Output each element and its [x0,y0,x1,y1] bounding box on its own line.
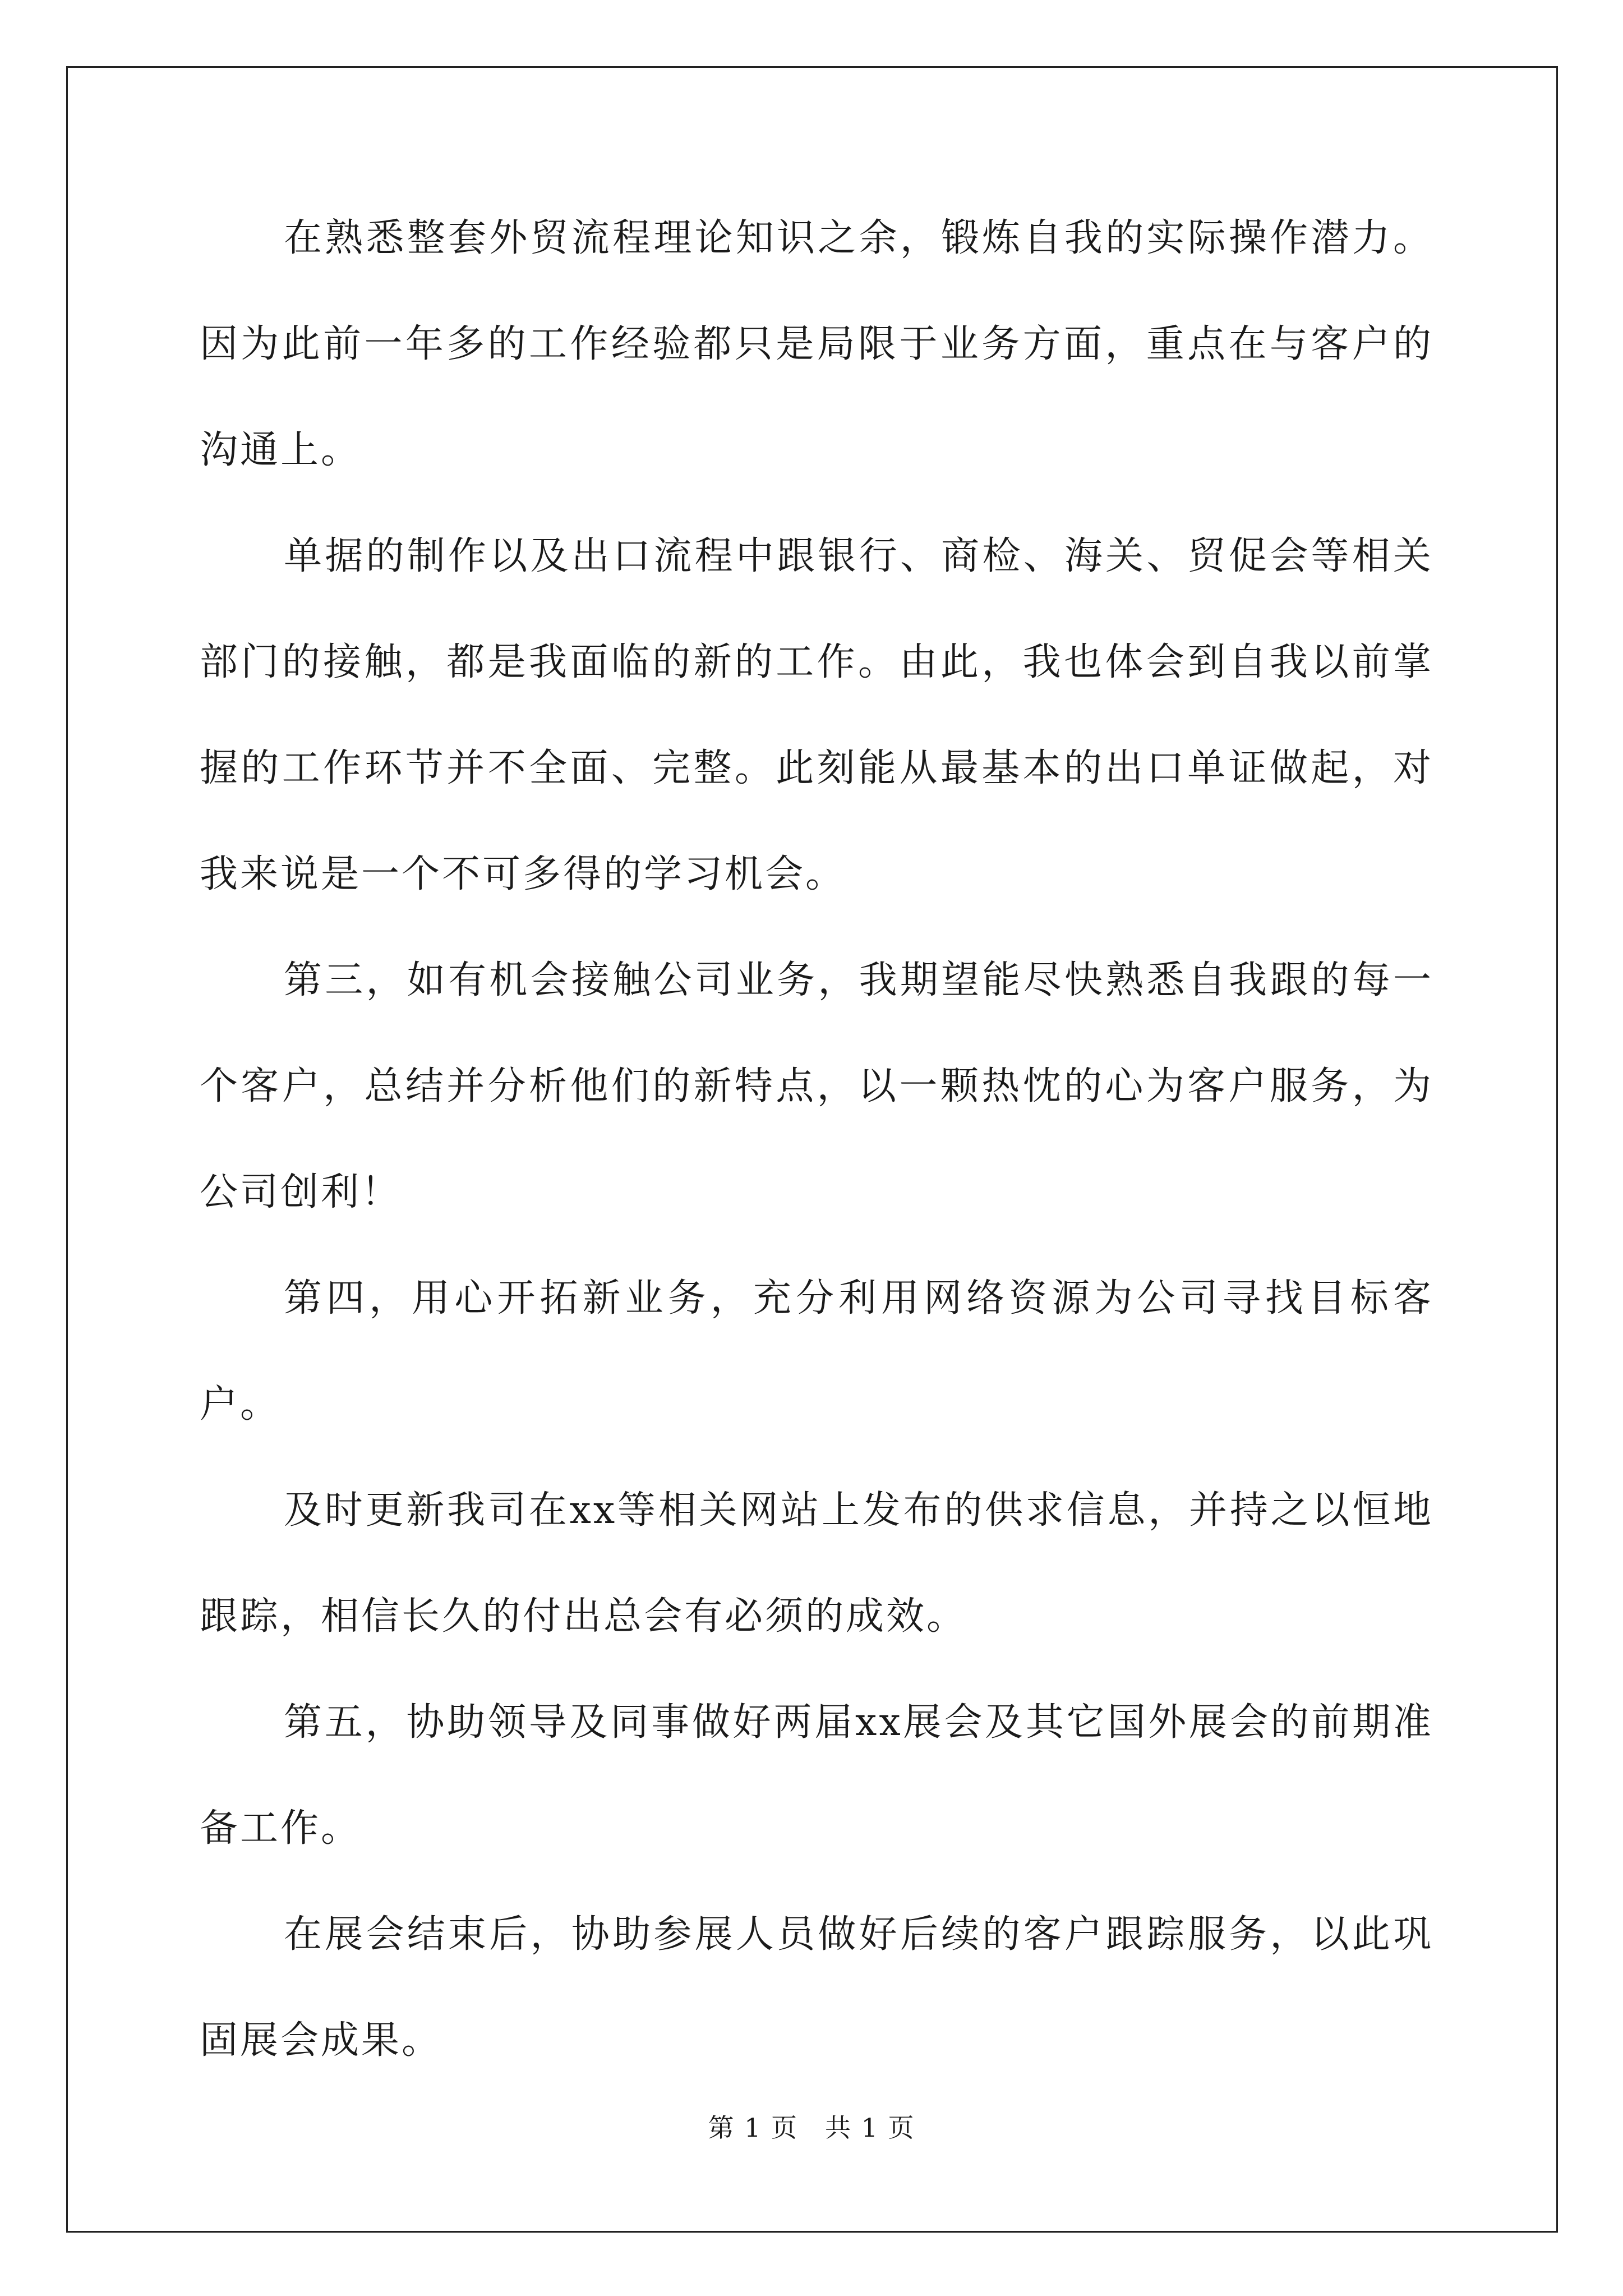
paragraph-4: 第四，用心开拓新业务，充分利用网络资源为公司寻找目标客户。 [200,1276,1433,1427]
paragraph-6: 第五，协助领导及同事做好两届xx展会及其它国外展会的前期准备工作。 [200,1700,1433,1851]
document-body [200,185,1433,2093]
paragraph-2: 单据的制作以及出口流程中跟银行、商检、海关、贸促会等相关部门的接触，都是我面临的新的工作。由此，我也体会到自我以前掌握的工作环节并不全面、完整。此刻能从最基本的出口单证做起，对我来说是一个不可多得的学习机会。 [200,534,1433,896]
page-footer: 第 1 页 共 1 页 [708,2113,915,2143]
paragraph-1: 在熟悉整套外贸流程理论知识之余，锻炼自我的实际操作潜力。因为此前一年多的工作经验都只是局限于业务方面，重点在与客户的沟通上。 [200,216,1433,472]
paragraph-3: 第三，如有机会接触公司业务，我期望能尽快熟悉自我跟的每一个客户，总结并分析他们的新特点，以一颗热忱的心为客户服务，为公司创利！ [200,958,1433,1214]
paragraph-5: 及时更新我司在xx等相关网站上发布的供求信息，并持之以恒地跟踪，相信长久的付出总会有必须的成效。 [200,1488,1433,1639]
paragraph-7: 在展会结束后，协助参展人员做好后续的客户跟踪服务，以此巩固展会成果。 [200,1912,1433,2063]
